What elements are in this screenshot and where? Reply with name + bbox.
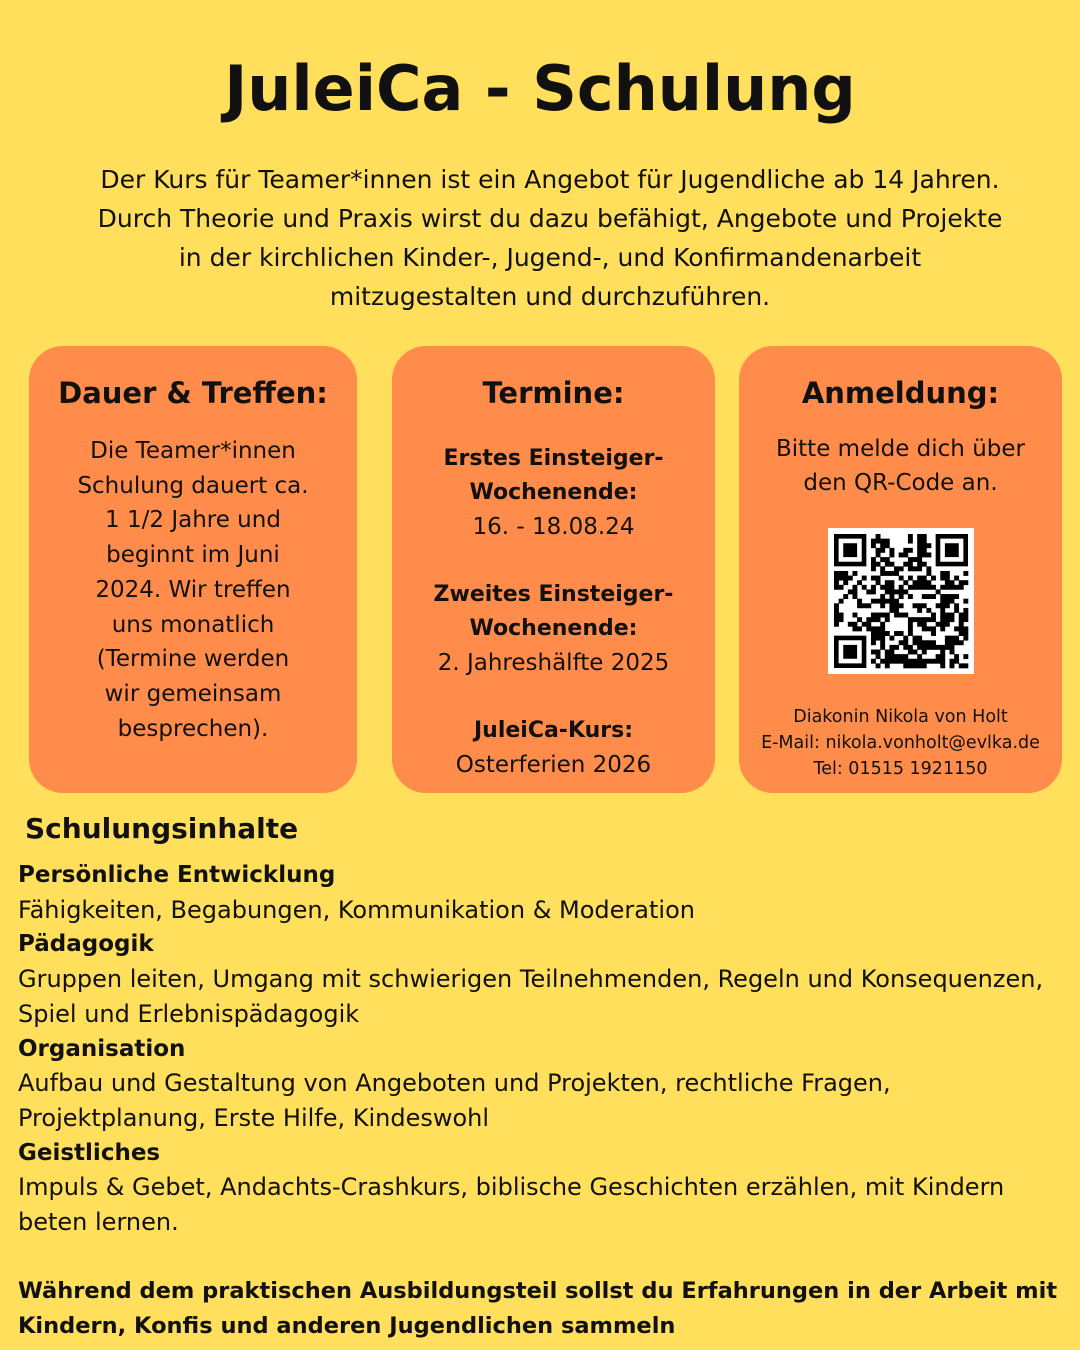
footer-line: Während dem praktischen Ausbildungsteil sollst du Erfahrungen in der Arbeit mit — [18, 1278, 1058, 1305]
card-duration-line: (Termine werden — [96, 646, 290, 673]
intro-line: mitzugestalten und durchzuführen. — [329, 282, 771, 311]
intro-line: Der Kurs für Teamer*innen ist ein Angebot für Jugendliche ab 14 Jahren. — [100, 165, 1000, 194]
content-title: Schulungsinhalte — [25, 812, 299, 845]
card-duration-line: besprechen). — [117, 715, 269, 742]
second-weekend-date: 2. Jahreshälfte 2025 — [437, 650, 670, 676]
registration-line: den QR-Code an. — [803, 470, 998, 496]
card-dates-body — [402, 442, 705, 782]
section-line: Spiel und Erlebnispädagogik — [18, 999, 360, 1028]
section-line: beten lernen. — [18, 1208, 179, 1237]
card-duration-line: 2024. Wir treffen — [95, 576, 291, 603]
card-registration-heading: Anmeldung: — [801, 376, 1000, 410]
page-title: JuleiCa - Schulung — [224, 52, 856, 125]
card-registration — [739, 346, 1062, 793]
intro-line: Durch Theorie und Praxis wirst du dazu befähigt, Angebote und Projekte — [97, 204, 1003, 233]
card-duration-body — [49, 434, 337, 746]
section-heading: Geistliches — [18, 1139, 161, 1166]
section-line: Aufbau und Gestaltung von Angeboten und Projekten, rechtliche Fragen, — [18, 1069, 891, 1098]
course-date: Osterferien 2026 — [455, 752, 652, 778]
intro-line: in der kirchlichen Kinder-, Jugend-, und Konfirmandenarbeit — [178, 243, 922, 272]
card-dates — [392, 346, 715, 793]
section-heading: Organisation — [18, 1035, 186, 1062]
card-duration-line: Schulung dauert ca. — [77, 472, 309, 499]
section-line: Gruppen leiten, Umgang mit schwierigen Teilnehmenden, Regeln und Konsequenzen, — [18, 965, 1044, 994]
section-line: Impuls & Gebet, Andachts-Crashkurs, biblische Geschichten erzählen, mit Kindern — [18, 1173, 1005, 1202]
registration-line: Bitte melde dich über — [776, 436, 1025, 462]
content-list — [18, 858, 1068, 1344]
card-dates-heading: Termine: — [482, 376, 625, 410]
contact-email[interactable]: E-Mail: nikola.vonholt@evlka.de — [761, 733, 1040, 753]
first-weekend-label: Wochenende: — [469, 480, 638, 505]
contact-name: Diakonin Nikola von Holt — [793, 707, 1008, 727]
section-heading: Persönliche Entwicklung — [18, 862, 336, 888]
card-duration-heading: Dauer & Treffen: — [58, 376, 328, 410]
qr-code-icon[interactable] — [828, 528, 974, 674]
first-weekend-label: Erstes Einsteiger- — [443, 446, 664, 471]
intro-text — [40, 160, 1060, 316]
contact-phone[interactable]: Tel: 01515 1921150 — [813, 759, 988, 779]
section-heading: Pädagogik — [18, 931, 154, 958]
contact-info — [739, 704, 1062, 782]
section-line: Projektplanung, Erste Hilfe, Kindeswohl — [18, 1103, 490, 1132]
course-label: JuleiCa-Kurs: — [473, 718, 634, 743]
card-duration-line: uns monatlich — [111, 611, 275, 638]
section-line: Fähigkeiten, Begabungen, Kommunikation & Moderation — [18, 895, 695, 924]
second-weekend-label: Wochenende: — [469, 616, 638, 641]
card-duration-line: beginnt im Juni — [106, 542, 280, 569]
card-duration — [29, 346, 357, 793]
card-registration-body — [749, 432, 1052, 500]
card-duration-line: wir gemeinsam — [104, 680, 282, 707]
card-duration-line: 1 1/2 Jahre und — [105, 507, 281, 534]
first-weekend-date: 16. - 18.08.24 — [472, 514, 635, 540]
second-weekend-label: Zweites Einsteiger- — [433, 582, 674, 607]
card-duration-line: Die Teamer*innen — [90, 438, 296, 464]
footer-line: Kindern, Konfis und anderen Jugendlichen sammeln — [18, 1313, 676, 1340]
